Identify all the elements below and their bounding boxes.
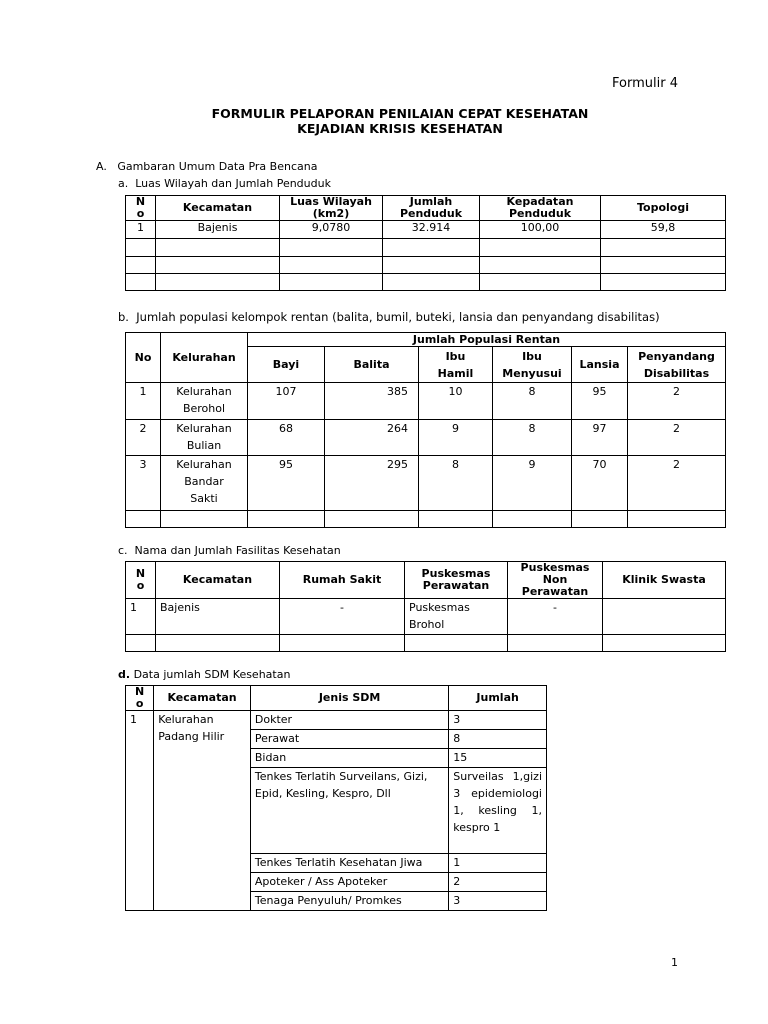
cell-puskesmas-non-perawatan: -	[508, 599, 603, 635]
population-area-table	[125, 195, 726, 291]
header-ibu-hamil: Ibu Hamil	[419, 347, 493, 383]
cell-jumlah: 2	[449, 873, 547, 892]
header-no: N o	[126, 196, 156, 221]
table-row	[126, 221, 726, 239]
section-c-heading: c. Nama dan Jumlah Fasilitas Kesehatan	[118, 544, 341, 557]
header-no: N o	[126, 562, 156, 599]
section-d-letter: d.	[118, 668, 131, 681]
cell-jenis-sdm: Bidan	[250, 749, 448, 768]
header-no: No	[126, 333, 161, 383]
cell-disabilitas: 2	[628, 456, 726, 511]
cell-jenis-sdm: Apoteker / Ass Apoteker	[250, 873, 448, 892]
header-no: N o	[126, 686, 154, 711]
cell-luas: 9,0780	[280, 221, 383, 239]
cell-kecamatan: Bajenis	[156, 599, 280, 635]
header-puskesmas-non-perawatan: Puskesmas Non Perawatan	[508, 562, 603, 599]
section-a-subheading: a. Luas Wilayah dan Jumlah Penduduk	[118, 177, 331, 190]
table-row	[126, 456, 726, 511]
header-kecamatan: Kecamatan	[156, 562, 280, 599]
form-title-line1: FORMULIR PELAPORAN PENILAIAN CEPAT KESEHATAN	[211, 106, 589, 121]
cell-rumah-sakit: -	[280, 599, 405, 635]
cell-topologi: 59,8	[601, 221, 726, 239]
header-jumlah-penduduk: Jumlah Penduduk	[383, 196, 480, 221]
health-hr-table	[125, 685, 547, 911]
cell-ibu-menyusui: 9	[493, 456, 572, 511]
header-bayi: Bayi	[248, 347, 325, 383]
header-rumah-sakit: Rumah Sakit	[280, 562, 405, 599]
empty-row	[126, 239, 726, 257]
cell-kelurahan: Kelurahan Berohol	[161, 383, 248, 420]
header-jumlah: Jumlah	[449, 686, 547, 711]
cell-jenis-sdm: Tenkes Terlatih Kesehatan Jiwa	[250, 854, 448, 873]
cell-ibu-hamil: 10	[419, 383, 493, 420]
header-lansia: Lansia	[572, 347, 628, 383]
cell-disabilitas: 2	[628, 420, 726, 456]
cell-jumlah: 3	[449, 711, 547, 730]
cell-bayi: 95	[248, 456, 325, 511]
cell-bayi: 107	[248, 383, 325, 420]
section-d-text: Data jumlah SDM Kesehatan	[133, 668, 291, 681]
cell-no: 1	[126, 711, 154, 911]
cell-kepadatan: 100,00	[480, 221, 601, 239]
cell-no: 1	[126, 383, 161, 420]
table-row	[126, 383, 726, 420]
vulnerable-population-table	[125, 332, 726, 528]
table-row	[126, 420, 726, 456]
empty-row	[126, 257, 726, 274]
cell-penduduk: 32.914	[383, 221, 480, 239]
cell-jumlah: 1	[449, 854, 547, 873]
header-kepadatan: Kepadatan Penduduk	[480, 196, 601, 221]
cell-disabilitas: 2	[628, 383, 726, 420]
header-kecamatan: Kecamatan	[154, 686, 251, 711]
header-ibu-menyusui: Ibu Menyusui	[493, 347, 572, 383]
cell-jenis-sdm: Tenkes Terlatih Surveilans, Gizi, Epid, Kesling, Kespro, Dll	[250, 768, 448, 854]
cell-jenis-sdm: Tenaga Penyuluh/ Promkes	[250, 892, 448, 911]
health-facilities-table	[125, 561, 726, 652]
cell-kecamatan: Kelurahan Padang Hilir	[154, 711, 251, 911]
header-disabilitas: Penyandang Disabilitas	[628, 347, 726, 383]
header-luas-wilayah: Luas Wilayah (km2)	[280, 196, 383, 221]
cell-ibu-hamil: 8	[419, 456, 493, 511]
cell-ibu-menyusui: 8	[493, 383, 572, 420]
cell-no: 2	[126, 420, 161, 456]
cell-jumlah: 15	[449, 749, 547, 768]
form-number: Formulir 4	[612, 76, 678, 91]
header-kecamatan: Kecamatan	[156, 196, 280, 221]
cell-no: 3	[126, 456, 161, 511]
cell-balita: 295	[325, 456, 419, 511]
cell-kelurahan: Kelurahan Bulian	[161, 420, 248, 456]
cell-lansia: 70	[572, 456, 628, 511]
cell-balita: 385	[325, 383, 419, 420]
table-row	[126, 599, 726, 635]
cell-no: 1	[126, 221, 156, 239]
header-jenis-sdm: Jenis SDM	[250, 686, 448, 711]
cell-balita: 264	[325, 420, 419, 456]
cell-no: 1	[126, 599, 156, 635]
table-row	[126, 711, 547, 730]
form-title-line2: KEJADIAN KRISIS KESEHATAN	[297, 121, 503, 136]
header-topologi: Topologi	[601, 196, 726, 221]
empty-row	[126, 274, 726, 291]
cell-jumlah: Surveilas 1,gizi 3 epidemiologi 1, kesling 1, kespro 1	[449, 768, 547, 854]
header-balita: Balita	[325, 347, 419, 383]
cell-lansia: 95	[572, 383, 628, 420]
empty-row	[126, 635, 726, 652]
cell-ibu-menyusui: 8	[493, 420, 572, 456]
cell-jumlah: 3	[449, 892, 547, 911]
cell-klinik-swasta	[603, 599, 726, 635]
section-d-heading	[118, 668, 290, 681]
section-a-heading: A. Gambaran Umum Data Pra Bencana	[96, 160, 318, 173]
empty-row	[126, 511, 726, 528]
cell-bayi: 68	[248, 420, 325, 456]
section-b-heading: b. Jumlah populasi kelompok rentan (balita, bumil, buteki, lansia dan penyandang disabilitas)	[118, 310, 660, 324]
cell-lansia: 97	[572, 420, 628, 456]
header-jumlah-populasi-rentan: Jumlah Populasi Rentan	[248, 333, 726, 347]
header-klinik-swasta: Klinik Swasta	[603, 562, 726, 599]
cell-puskesmas-perawatan: Puskesmas Brohol	[405, 599, 508, 635]
cell-ibu-hamil: 9	[419, 420, 493, 456]
cell-jenis-sdm: Dokter	[250, 711, 448, 730]
cell-jumlah: 8	[449, 730, 547, 749]
header-kelurahan: Kelurahan	[161, 333, 248, 383]
page-number: 1	[671, 956, 678, 969]
header-puskesmas-perawatan: Puskesmas Perawatan	[405, 562, 508, 599]
cell-kelurahan: Kelurahan Bandar Sakti	[161, 456, 248, 511]
cell-jenis-sdm: Perawat	[250, 730, 448, 749]
cell-kecamatan: Bajenis	[156, 221, 280, 239]
